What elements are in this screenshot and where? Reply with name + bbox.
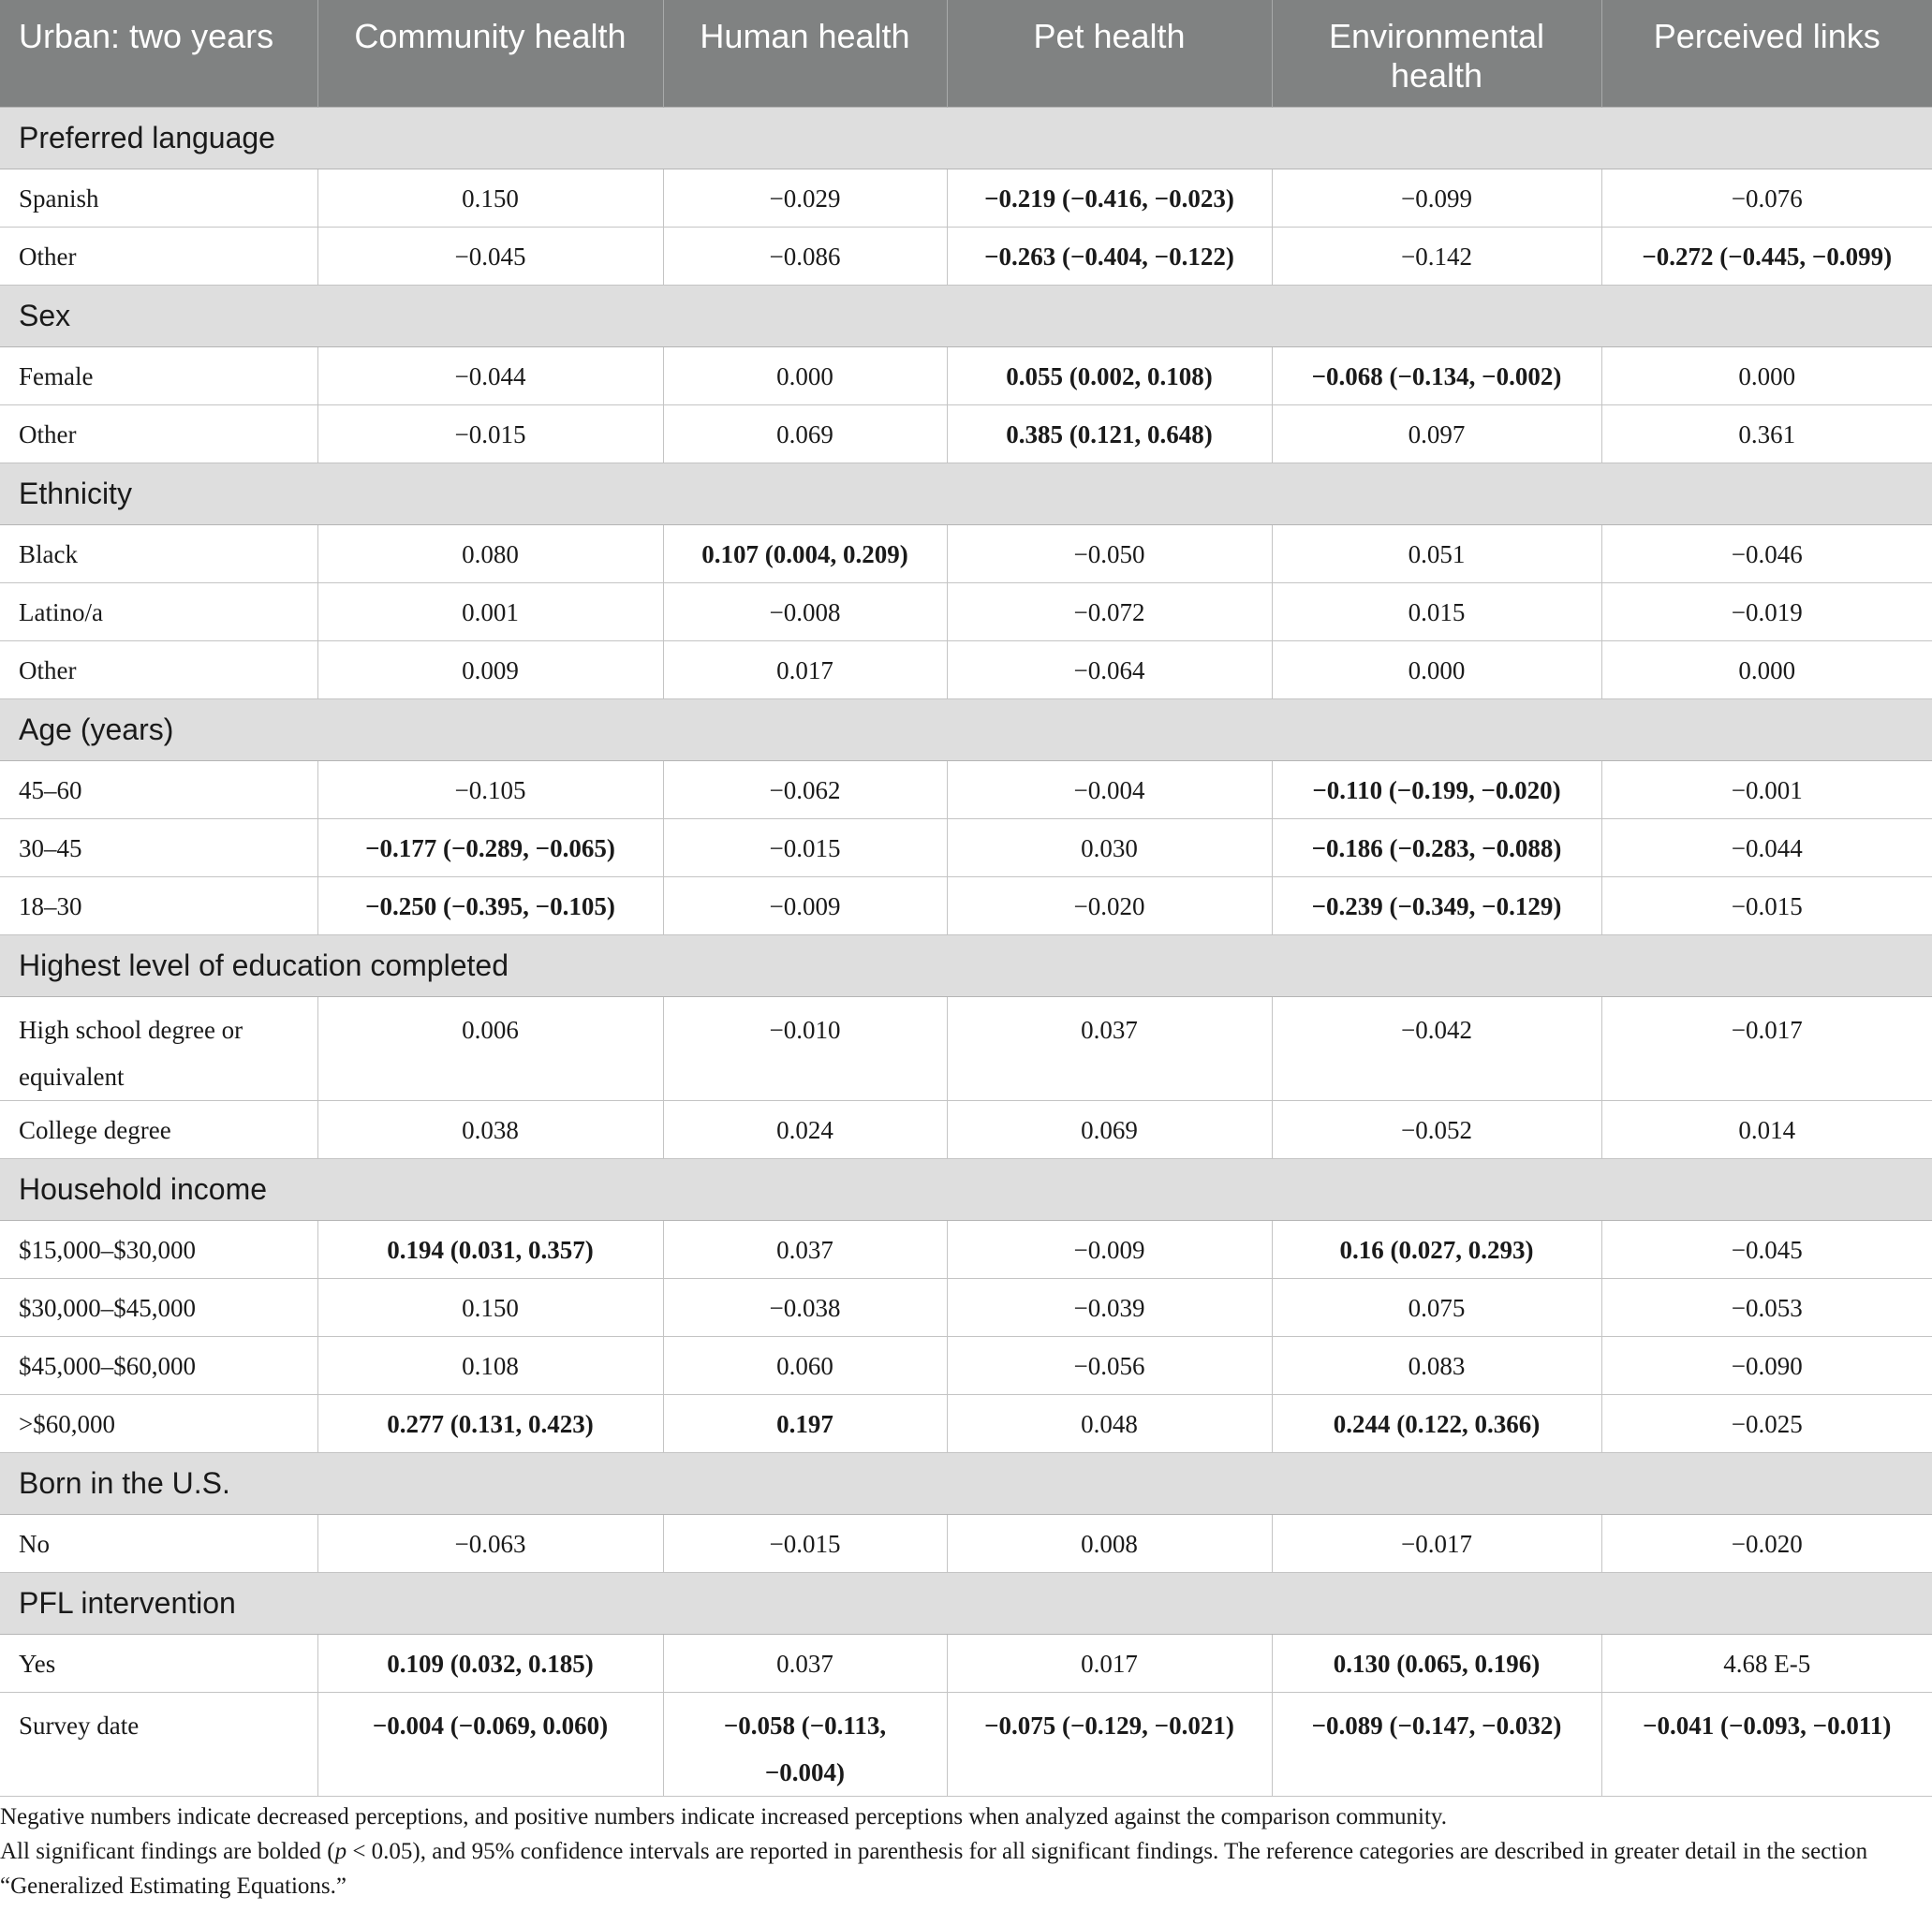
table-cell: −0.272 (−0.445, −0.099): [1601, 227, 1932, 285]
section-row: [0, 107, 1932, 169]
table-cell: −0.058 (−0.113, −0.004): [663, 1692, 947, 1796]
row-label: High school degree or equivalent: [0, 996, 317, 1100]
table-cell: 0.197: [663, 1394, 947, 1452]
section-title: Sex: [0, 285, 1932, 346]
table-cell: −0.042: [1272, 996, 1601, 1100]
table-body: [0, 107, 1932, 1796]
table-cell: −0.010: [663, 996, 947, 1100]
section-title: Highest level of education completed: [0, 934, 1932, 996]
table-cell: −0.052: [1272, 1100, 1601, 1158]
section-title: Ethnicity: [0, 463, 1932, 524]
table-cell: −0.045: [317, 227, 663, 285]
table-cell: 0.060: [663, 1336, 947, 1394]
table-cell: −0.219 (−0.416, −0.023): [947, 169, 1272, 227]
column-header: Urban: two years: [0, 0, 317, 107]
row-label: Survey date: [0, 1692, 317, 1796]
row-label: Yes: [0, 1634, 317, 1692]
row-label: Spanish: [0, 169, 317, 227]
table-cell: 0.015: [1272, 582, 1601, 640]
row-label: 45–60: [0, 760, 317, 818]
table-row: [0, 227, 1932, 285]
table-cell: −0.186 (−0.283, −0.088): [1272, 818, 1601, 876]
table-cell: −0.142: [1272, 227, 1601, 285]
table-cell: −0.004: [947, 760, 1272, 818]
table-cell: −0.056: [947, 1336, 1272, 1394]
table-cell: 0.048: [947, 1394, 1272, 1452]
section-title: Household income: [0, 1158, 1932, 1220]
row-label: $45,000–$60,000: [0, 1336, 317, 1394]
table-cell: −0.076: [1601, 169, 1932, 227]
section-row: [0, 1572, 1932, 1634]
table-cell: −0.046: [1601, 524, 1932, 582]
table-row: [0, 1514, 1932, 1572]
table-row: [0, 996, 1932, 1100]
row-label: Other: [0, 404, 317, 463]
table-header: [0, 0, 1932, 107]
table-cell: −0.038: [663, 1278, 947, 1336]
table-cell: −0.044: [1601, 818, 1932, 876]
section-row: [0, 1158, 1932, 1220]
table-row: [0, 1634, 1932, 1692]
table-cell: −0.008: [663, 582, 947, 640]
table-cell: 0.017: [663, 640, 947, 698]
table-row: [0, 1692, 1932, 1796]
table-cell: −0.019: [1601, 582, 1932, 640]
table-cell: −0.110 (−0.199, −0.020): [1272, 760, 1601, 818]
table-cell: −0.086: [663, 227, 947, 285]
table-cell: 0.006: [317, 996, 663, 1100]
table-footnotes: [0, 1800, 1932, 1903]
table-cell: −0.250 (−0.395, −0.105): [317, 876, 663, 934]
row-label: Other: [0, 227, 317, 285]
table-cell: −0.009: [947, 1220, 1272, 1278]
table-cell: −0.017: [1272, 1514, 1601, 1572]
row-label: Other: [0, 640, 317, 698]
table-row: [0, 524, 1932, 582]
row-label: >$60,000: [0, 1394, 317, 1452]
table-cell: 0.000: [1272, 640, 1601, 698]
table-cell: 0.075: [1272, 1278, 1601, 1336]
table-cell: 0.244 (0.122, 0.366): [1272, 1394, 1601, 1452]
section-row: [0, 285, 1932, 346]
row-label: Black: [0, 524, 317, 582]
table-cell: −0.015: [1601, 876, 1932, 934]
table-cell: 0.037: [663, 1220, 947, 1278]
table-cell: 0.000: [663, 346, 947, 404]
table-cell: 0.037: [663, 1634, 947, 1692]
header-row: [0, 0, 1932, 107]
table-row: [0, 1278, 1932, 1336]
table-cell: −0.090: [1601, 1336, 1932, 1394]
table-cell: −0.050: [947, 524, 1272, 582]
table-cell: −0.020: [947, 876, 1272, 934]
table-cell: 0.361: [1601, 404, 1932, 463]
table-cell: 0.014: [1601, 1100, 1932, 1158]
table-row: [0, 876, 1932, 934]
column-header: Community health: [317, 0, 663, 107]
section-title: Preferred language: [0, 107, 1932, 169]
table-cell: −0.239 (−0.349, −0.129): [1272, 876, 1601, 934]
table-cell: −0.053: [1601, 1278, 1932, 1336]
table-cell: −0.063: [317, 1514, 663, 1572]
table-row: [0, 582, 1932, 640]
table-cell: 4.68 E-5: [1601, 1634, 1932, 1692]
table-row: [0, 1220, 1932, 1278]
table-cell: −0.041 (−0.093, −0.011): [1601, 1692, 1932, 1796]
table-cell: −0.029: [663, 169, 947, 227]
table-cell: −0.099: [1272, 169, 1601, 227]
table-cell: −0.062: [663, 760, 947, 818]
table-cell: 0.107 (0.004, 0.209): [663, 524, 947, 582]
footnote-2: [0, 1834, 1932, 1903]
column-header: Human health: [663, 0, 947, 107]
table-cell: 0.097: [1272, 404, 1601, 463]
table-cell: −0.263 (−0.404, −0.122): [947, 227, 1272, 285]
table-cell: −0.105: [317, 760, 663, 818]
table-cell: −0.004 (−0.069, 0.060): [317, 1692, 663, 1796]
footnote-2-p: p: [334, 1839, 347, 1864]
section-row: [0, 934, 1932, 996]
section-row: [0, 463, 1932, 524]
row-label: Latino/a: [0, 582, 317, 640]
table-cell: 0.017: [947, 1634, 1272, 1692]
table-cell: −0.075 (−0.129, −0.021): [947, 1692, 1272, 1796]
table-cell: 0.080: [317, 524, 663, 582]
table-cell: 0.194 (0.031, 0.357): [317, 1220, 663, 1278]
footnote-2-end: < 0.05), and 95% confidence intervals are reported in parenthesis for all significant findings. The reference categories are described in greater detail in the section “Generalized Estimating Equations.”: [0, 1839, 1868, 1899]
table-cell: 0.055 (0.002, 0.108): [947, 346, 1272, 404]
column-header: Pet health: [947, 0, 1272, 107]
table-cell: 0.385 (0.121, 0.648): [947, 404, 1272, 463]
table-row: [0, 404, 1932, 463]
table-cell: −0.015: [317, 404, 663, 463]
table-cell: 0.000: [1601, 640, 1932, 698]
table-cell: −0.001: [1601, 760, 1932, 818]
section-title: Born in the U.S.: [0, 1452, 1932, 1514]
table-row: [0, 640, 1932, 698]
footnote-2-start: All significant findings are bolded (: [0, 1839, 335, 1864]
table-cell: 0.001: [317, 582, 663, 640]
table-cell: 0.037: [947, 996, 1272, 1100]
table-row: [0, 818, 1932, 876]
row-label: 30–45: [0, 818, 317, 876]
table-row: [0, 346, 1932, 404]
table-cell: −0.044: [317, 346, 663, 404]
table-row: [0, 1336, 1932, 1394]
column-header: Perceived links: [1601, 0, 1932, 107]
table-cell: 0.150: [317, 169, 663, 227]
section-row: [0, 698, 1932, 760]
table-cell: 0.130 (0.065, 0.196): [1272, 1634, 1601, 1692]
row-label: $15,000–$30,000: [0, 1220, 317, 1278]
table-cell: −0.015: [663, 818, 947, 876]
table-cell: 0.109 (0.032, 0.185): [317, 1634, 663, 1692]
table-cell: 0.083: [1272, 1336, 1601, 1394]
table-cell: −0.045: [1601, 1220, 1932, 1278]
table-cell: 0.051: [1272, 524, 1601, 582]
section-title: Age (years): [0, 698, 1932, 760]
section-row: [0, 1452, 1932, 1514]
table-cell: −0.072: [947, 582, 1272, 640]
section-title: PFL intervention: [0, 1572, 1932, 1634]
table-row: [0, 1100, 1932, 1158]
table-cell: 0.024: [663, 1100, 947, 1158]
table-cell: −0.089 (−0.147, −0.032): [1272, 1692, 1601, 1796]
table-cell: 0.150: [317, 1278, 663, 1336]
table-cell: −0.015: [663, 1514, 947, 1572]
row-label: Female: [0, 346, 317, 404]
row-label: No: [0, 1514, 317, 1572]
table-cell: −0.064: [947, 640, 1272, 698]
table-cell: 0.069: [663, 404, 947, 463]
row-label: $30,000–$45,000: [0, 1278, 317, 1336]
table-row: [0, 760, 1932, 818]
table-cell: −0.009: [663, 876, 947, 934]
table-cell: 0.008: [947, 1514, 1272, 1572]
table-cell: 0.277 (0.131, 0.423): [317, 1394, 663, 1452]
row-label: College degree: [0, 1100, 317, 1158]
row-label: 18–30: [0, 876, 317, 934]
table-cell: 0.009: [317, 640, 663, 698]
table-cell: 0.000: [1601, 346, 1932, 404]
table-cell: 0.108: [317, 1336, 663, 1394]
table-cell: −0.017: [1601, 996, 1932, 1100]
table-row: [0, 169, 1932, 227]
table-row: [0, 1394, 1932, 1452]
table-cell: 0.030: [947, 818, 1272, 876]
table-cell: −0.039: [947, 1278, 1272, 1336]
footnote-1: Negative numbers indicate decreased perceptions, and positive numbers indicate increased perceptions when analyzed against the comparison community.: [0, 1804, 1448, 1829]
column-header: Environmental health: [1272, 0, 1601, 107]
table-cell: −0.025: [1601, 1394, 1932, 1452]
table-cell: −0.068 (−0.134, −0.002): [1272, 346, 1601, 404]
table-cell: −0.020: [1601, 1514, 1932, 1572]
table-cell: 0.069: [947, 1100, 1272, 1158]
table-cell: −0.177 (−0.289, −0.065): [317, 818, 663, 876]
table-cell: 0.16 (0.027, 0.293): [1272, 1220, 1601, 1278]
table-cell: 0.038: [317, 1100, 663, 1158]
